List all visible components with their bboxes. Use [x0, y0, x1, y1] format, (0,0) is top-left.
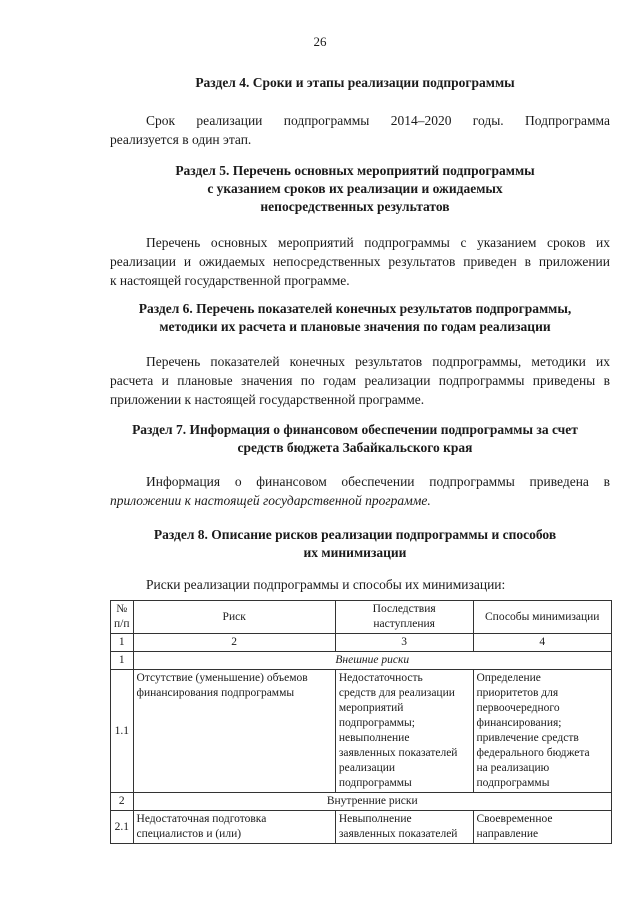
header-num-line: п/п — [114, 618, 130, 630]
cell-line: федерального бюджета — [476, 747, 590, 759]
method-cell — [473, 670, 612, 793]
title-line: методики их расчета и плановые значения по годам реализации — [159, 319, 551, 334]
text-line: расчета и плановые значения по годам реализации подпрограммы приведены в — [110, 373, 610, 388]
consequence-cell — [335, 811, 473, 844]
column-number: 2 — [133, 634, 335, 652]
title-line: их минимизации — [303, 545, 407, 560]
page-number: 26 — [313, 34, 327, 49]
cell-line: финансирования подпрограммы — [136, 687, 295, 699]
text-line: Риски реализации подпрограммы и способы их минимизации: — [146, 577, 506, 592]
risk-cell — [133, 811, 335, 844]
group-label: Внутренние риски — [133, 793, 611, 811]
cell-line: привлечение средств — [476, 732, 579, 744]
cell-line: подпрограммы; — [338, 717, 415, 729]
cell-line: направление — [476, 828, 539, 840]
cell-line: невыполнение — [338, 732, 410, 744]
table-row — [111, 652, 612, 670]
header-risk: Риск — [133, 601, 335, 634]
cell-line: мероприятий — [338, 702, 404, 714]
cell-line: Невыполнение — [338, 813, 412, 825]
cell-line: заявленных показателей — [338, 828, 458, 840]
cell-line: подпрограммы — [338, 777, 412, 789]
header-num — [111, 601, 134, 634]
text-line: приложении к настоящей государственной программе. — [110, 493, 431, 508]
text-line: Перечень основных мероприятий подпрограммы с указанием сроков их — [146, 235, 610, 250]
column-number-row — [111, 634, 612, 652]
cell-line: специалистов и (или) — [136, 828, 242, 840]
table-header-row — [111, 601, 612, 634]
group-label: Внешние риски — [133, 652, 611, 670]
text-line: Информация о финансовом обеспечении подпрограммы приведена в — [146, 474, 610, 489]
title-line: Раздел 5. Перечень основных мероприятий подпрограммы — [175, 163, 535, 178]
section-7-title — [100, 421, 610, 457]
section-4-title: Раздел 4. Сроки и этапы реализации подпрограммы — [195, 75, 515, 90]
title-line: Раздел 7. Информация о финансовом обеспечении подпрограммы за счет — [132, 422, 578, 437]
text-line: к настоящей государственной программе. — [110, 273, 350, 288]
text-line: реализации и ожидаемых непосредственных результатов приведен в приложении — [110, 254, 610, 269]
title-line: непосредственных результатов — [260, 199, 450, 214]
cell-line: финансирования; — [476, 717, 562, 729]
section-8-title — [100, 526, 610, 562]
section-4-text — [110, 111, 610, 149]
method-cell — [473, 811, 612, 844]
text-line: Перечень показателей конечных результатов подпрограммы, методики их — [146, 354, 610, 369]
consequence-cell — [335, 670, 473, 793]
cell-line: подпрограммы — [476, 777, 550, 789]
cell-line: Отсутствие (уменьшение) объемов — [136, 672, 308, 684]
header-consequences-line: Последствия — [372, 603, 436, 615]
group-num: 1 — [111, 652, 134, 670]
title-line: средств бюджета Забайкальского края — [237, 440, 473, 455]
text-line: приложении к настоящей государственной программе. — [110, 392, 425, 407]
table-row — [111, 793, 612, 811]
row-num: 1.1 — [111, 670, 134, 793]
title-line: с указанием сроков их реализации и ожидаемых — [207, 181, 503, 196]
cell-line: Недостаточная подготовка — [136, 813, 267, 825]
table-row — [111, 811, 612, 844]
header-consequences-line: наступления — [373, 618, 435, 630]
risk-cell — [133, 670, 335, 793]
cell-line: первоочередного — [476, 702, 560, 714]
header-num-line: № — [116, 603, 128, 615]
section-8-intro — [110, 575, 610, 594]
title-line: Раздел 6. Перечень показателей конечных результатов подпрограммы, — [138, 301, 572, 316]
text-line: Срок реализации подпрограммы 2014–2020 годы. Подпрограмма — [146, 113, 610, 128]
text-line: реализуется в один этап. — [110, 132, 252, 147]
section-6-text — [110, 352, 610, 409]
table-row — [111, 670, 612, 793]
cell-line: приоритетов для — [476, 687, 559, 699]
title-line: Раздел 8. Описание рисков реализации подпрограммы и способов — [153, 527, 557, 542]
cell-line: средств для реализации — [338, 687, 455, 699]
section-5-title — [100, 162, 610, 216]
row-num: 2.1 — [111, 811, 134, 844]
cell-line: реализации — [338, 762, 396, 774]
risks-table — [110, 600, 612, 844]
column-number: 4 — [473, 634, 612, 652]
section-7-text — [110, 472, 610, 510]
cell-line: на реализацию — [476, 762, 550, 774]
column-number: 3 — [335, 634, 473, 652]
cell-line: Своевременное — [476, 813, 553, 825]
cell-line: заявленных показателей — [338, 747, 458, 759]
cell-line: Недостаточность — [338, 672, 423, 684]
group-num: 2 — [111, 793, 134, 811]
header-consequences — [335, 601, 473, 634]
section-5-text — [110, 233, 610, 290]
cell-line: Определение — [476, 672, 541, 684]
column-number: 1 — [111, 634, 134, 652]
section-6-title — [100, 300, 610, 336]
header-methods: Способы минимизации — [473, 601, 612, 634]
